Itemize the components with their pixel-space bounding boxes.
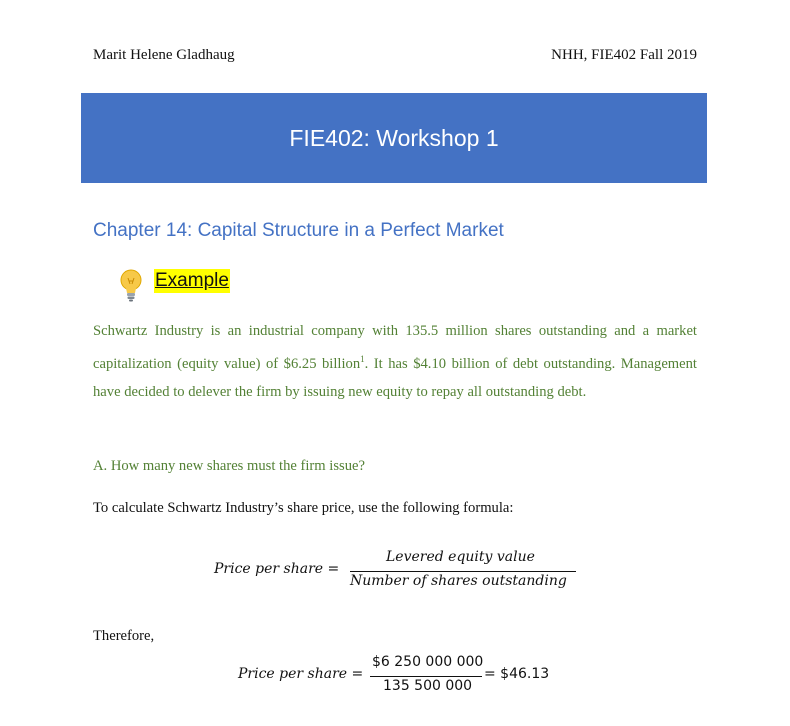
formula1-denominator: Number of shares outstanding xyxy=(350,573,567,589)
formula2-numerator: $6 250 000 000 xyxy=(372,654,484,670)
example-label: Example xyxy=(155,270,229,291)
formula2-result: = $46.13 xyxy=(484,666,550,682)
solution-intro: To calculate Schwartz Industry’s share price, use the following formula: xyxy=(93,500,514,516)
problem-text-part1: Schwartz Industry is an industrial company with 135.5 million shares outstanding and a market capitalization (equity value) of $6.25 billion xyxy=(93,323,697,372)
formula2-fraction-bar xyxy=(370,676,482,677)
formula1-numerator: Levered equity value xyxy=(386,549,535,565)
formula1-lhs: Price per share = xyxy=(214,561,340,577)
chapter-heading: Chapter 14: Capital Structure in a Perfect Market xyxy=(93,220,504,241)
page-title: FIE402: Workshop 1 xyxy=(289,124,499,151)
formula2-lhs: Price per share = xyxy=(238,666,364,682)
problem-text-part2: . It has $4.10 billion of debt outstanding. Management have decided to delever the firm by issuing new equity to repay all outstanding debt. xyxy=(93,355,697,400)
header-author: Marit Helene Gladhaug xyxy=(93,47,235,63)
question-a: A. How many new shares must the firm issue? xyxy=(93,458,365,474)
problem-paragraph xyxy=(93,317,697,406)
lightbulb-icon xyxy=(117,268,145,304)
header-course: NHH, FIE402 Fall 2019 xyxy=(551,47,697,63)
formula2-denominator: 135 500 000 xyxy=(383,678,473,694)
formula1-fraction-bar xyxy=(350,571,576,572)
footnote-mark: 1 xyxy=(360,354,365,364)
title-banner xyxy=(81,93,707,183)
therefore-text: Therefore, xyxy=(93,628,155,644)
